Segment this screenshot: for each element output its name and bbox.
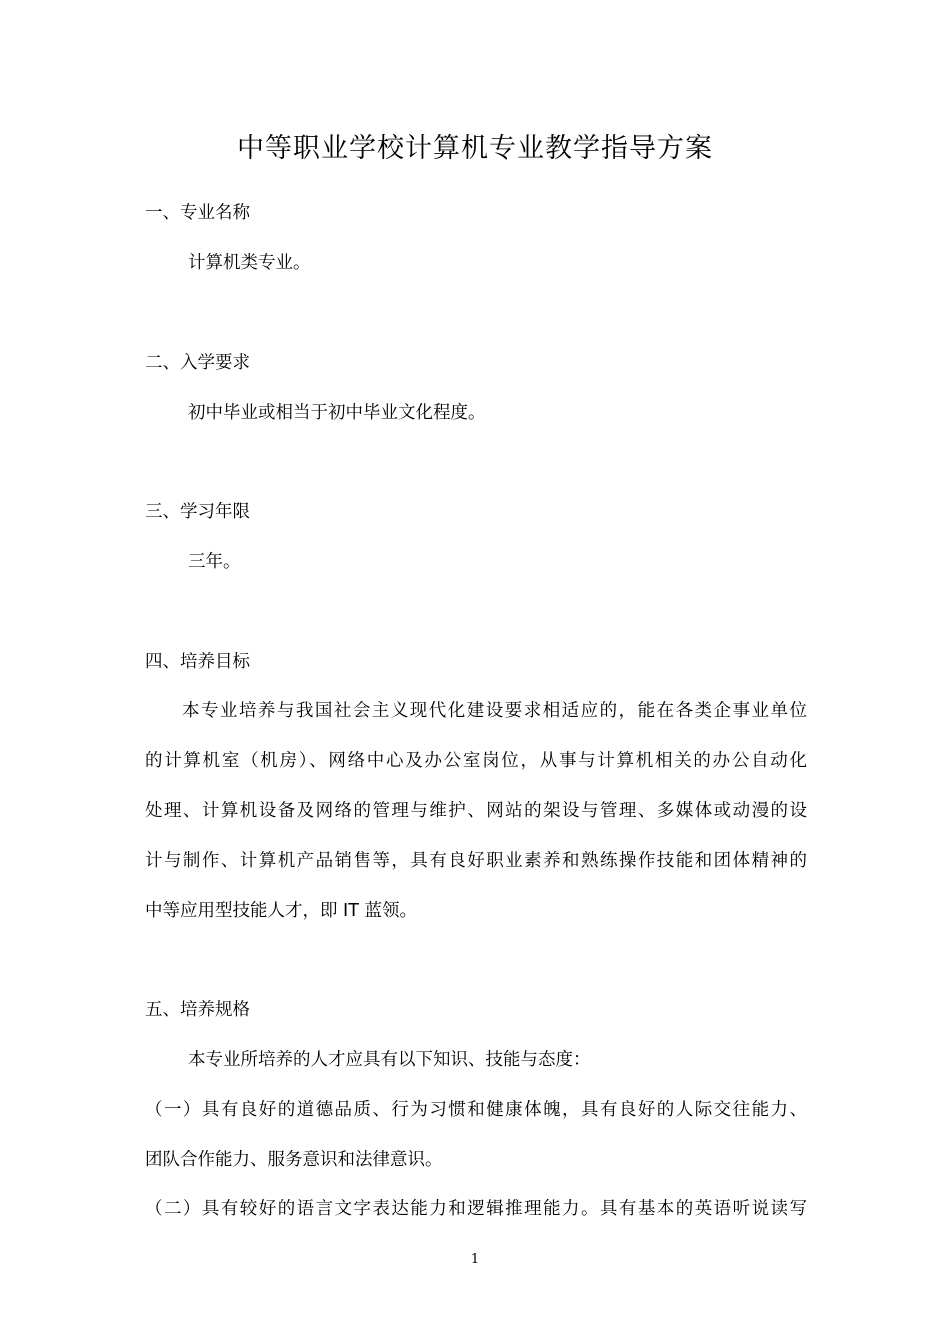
paragraph-line: 的计算机室（机房）、网络中心及办公室岗位，从事与计算机相关的办公自动化: [145, 751, 807, 771]
section-heading: 五、培养规格: [145, 1000, 250, 1020]
section-body: 计算机类专业。: [188, 253, 311, 273]
section-intro: 本专业所培养的人才应具有以下知识、技能与态度：: [188, 1050, 591, 1070]
section-heading: 四、培养目标: [145, 652, 250, 672]
paragraph-line: 本专业培养与我国社会主义现代化建设要求相适应的，能在各类企事业单位: [182, 701, 807, 721]
section-heading: 二、入学要求: [145, 353, 250, 373]
paragraph-line: 计与制作、计算机产品销售等，具有良好职业素养和熟练操作技能和团体精神的: [145, 851, 807, 871]
section-heading: 三、学习年限: [145, 502, 250, 522]
section-body: 初中毕业或相当于初中毕业文化程度。: [188, 403, 486, 423]
section-body: 三年。: [188, 552, 241, 572]
section-heading: 一、专业名称: [145, 203, 250, 223]
page-number: 1: [470, 1252, 480, 1267]
paragraph-line: 团队合作能力、服务意识和法律意识。: [145, 1150, 443, 1170]
paragraph-line: 中等应用型技能人才，即 IT 蓝领。: [145, 901, 417, 921]
document-title: 中等职业学校计算机专业教学指导方案: [237, 133, 713, 164]
paragraph-line: （二）具有较好的语言文字表达能力和逻辑推理能力。具有基本的英语听说读写: [145, 1199, 807, 1219]
paragraph-line: 处理、计算机设备及网络的管理与维护、网站的架设与管理、多媒体或动漫的设: [145, 801, 807, 821]
paragraph-line: （一）具有良好的道德品质、行为习惯和健康体魄，具有良好的人际交往能力、: [145, 1100, 807, 1120]
